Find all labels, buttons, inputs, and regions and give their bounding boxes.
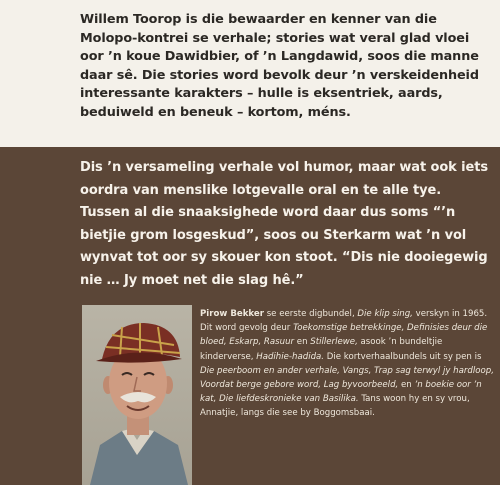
- bio-text: asook ’n bundeltjie kinderverse,: [200, 337, 443, 362]
- book-title: Die peerboom en ander verhale, Vangs, Trap sag terwyl jy hardloop, Voordat berge gebore word, Lag byvoorbeeld,: [200, 365, 494, 391]
- bio-text: en: [398, 380, 415, 391]
- top-panel: [0, 0, 500, 147]
- intro-paragraph: Willem Toorop is die bewaarder en kenner van die Molopo-kontrei se verhale; stories wat veral glad vloei oor ’n koue Dawidbier, of ’n Langdawid, soos die manne daar sê. Die stories word bevolk deur ’n verskeidenheid interessante karakters – hulle is eksentriek, aards, beduiweld en beneuk – kortom, méns.: [80, 12, 479, 120]
- book-title: Hadihie-hadida.: [256, 351, 325, 362]
- author-portrait-illustration: [82, 305, 192, 485]
- bio-text: Die kortverhaalbundels uit sy pen is: [324, 351, 482, 362]
- book-title: ’n boekie oor ’n kat, Die liefdeskronieke van Basilika.: [200, 380, 482, 405]
- book-title: Stillerlewe,: [310, 337, 358, 348]
- book-title: Toekomstige betrekkinge, Definisies deur die bloed, Eskarp, Rasuur: [200, 323, 488, 348]
- author-photo: [82, 305, 192, 485]
- bottom-panel: [0, 147, 500, 485]
- bio-text: en: [294, 337, 311, 348]
- bio-text: se eerste digbundel,: [263, 309, 358, 319]
- author-bio: [200, 307, 495, 421]
- bio-text: Tans woon hy en sy vrou, Annatjie, langs die see by Boggomsbaai.: [200, 394, 470, 419]
- description-paragraph: Dis ’n versameling verhale vol humor, maar wat ook iets oordra van menslike lotgevalle oral en te alle tye. Tussen al die snaaksighede word daar dus soms “’n bietjie grom losgeskud”, soos ou Sterkarm wat ’n vol wynvat tot oor sy skouer kon stoot. “Dis nie dooiegewig nie … Jy moet net die slag hê.”: [80, 160, 488, 288]
- book-title: Die klip sing,: [357, 309, 413, 319]
- bio-text: verskyn in 1965. Dit word gevolg deur: [200, 309, 488, 334]
- author-name: Pirow Bekker: [200, 309, 264, 319]
